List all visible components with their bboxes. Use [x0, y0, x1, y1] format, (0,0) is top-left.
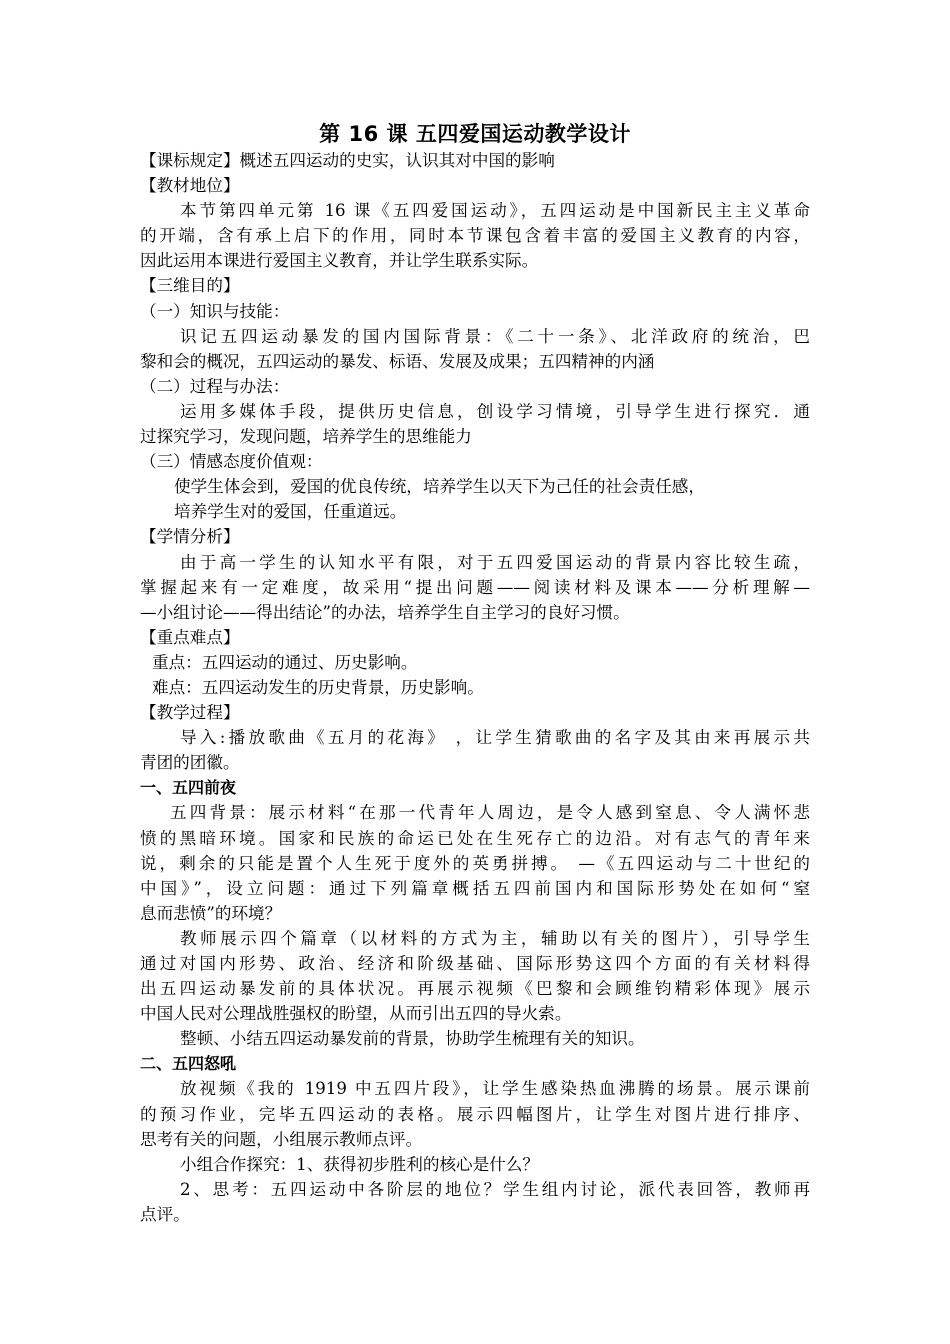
heading-key-difficult-points: 【重点难点】: [140, 627, 240, 647]
paragraph-line: 愤的黑暗环境。国家和民族的命运已处在生死存亡的边沿。对有志气的青年来: [140, 828, 810, 848]
heading-learner-analysis: 【学情分析】: [140, 527, 240, 547]
paragraph-line: 识记五四运动暴发的国内国际背景：《二十一条》、北洋政府的统治，巴: [180, 326, 810, 346]
paragraph-line: 青团的团徽。: [140, 753, 240, 773]
subheading-process-methods: （二）过程与办法：: [140, 376, 290, 396]
paragraph-line: 掌握起来有一定难度，故采用“提出问题——阅读材料及课本——分析理解—: [140, 577, 810, 597]
paragraph-line: 思考有关的问题，小组展示教师点评。: [140, 1129, 423, 1149]
subheading-knowledge-skills: （一）知识与技能：: [140, 301, 290, 321]
paragraph-line: 使学生体会到，爱国的优良传统，培养学生以天下为己任的社会责任感，: [174, 477, 705, 497]
paragraph-line: 说，剩余的只能是置个人生死于度外的英勇拼搏。 —《五四运动与二十世纪的: [140, 853, 810, 873]
paragraph-line: 中国》”，设立问题：通过下列篇章概括五四前国内和国际形势处在如何“窒: [140, 878, 810, 898]
paragraph-line: 整顿、小结五四运动暴发前的背景，协助学生梳理有关的知识。: [180, 1029, 645, 1049]
heading-teaching-process: 【教学过程】: [140, 703, 240, 723]
heading-textbook-position: 【教材地位】: [140, 176, 240, 196]
course-standard-line: 【课标规定】概述五四运动的史实，认识其对中国的影响: [140, 151, 555, 170]
paragraph-line: 过探究学习，发现问题，培养学生的思维能力: [140, 427, 472, 447]
paragraph-line: 放视频《我的 1919 中五四片段》，让学生感染热血沸腾的场景。展示课前: [180, 1079, 810, 1099]
paragraph-line: 五四背景：展示材料“在那一代青年人周边，是令人感到窒息、令人满怀悲: [170, 803, 810, 823]
paragraph-line: 的开端，含有承上启下的作用，同时本节课包含着丰富的爱国主义教育的内容，: [140, 226, 810, 246]
paragraph-line: 息而悲愤”的环境？: [140, 903, 282, 923]
paragraph-line: 出五四运动暴发前的具体状况。再展示视频《巴黎和会顾维钧精彩体现》展示: [140, 979, 810, 999]
key-point-line: 重点：五四运动的通过、历史影响。: [152, 652, 418, 672]
heading-three-dimensional-goals: 【三维目的】: [140, 276, 240, 296]
section-heading-eve-of-may-fourth: 一、五四前夜: [140, 778, 237, 798]
paragraph-line: 导入:播放歌曲《五月的花海》 ，让学生猜歌曲的名字及其由来再展示共: [180, 728, 810, 748]
paragraph-line: 教师展示四个篇章（以材料的方式为主，辅助以有关的图片），引导学生: [180, 928, 810, 948]
paragraph-line: 小组合作探究：1、获得初步胜利的核心是什么？: [180, 1154, 540, 1174]
section-heading-may-fourth-roar: 二、五四怒吼: [140, 1054, 237, 1074]
difficult-point-line: 难点：五四运动发生的历史背景，历史影响。: [152, 677, 484, 697]
paragraph-line: 由于高一学生的认知水平有限，对于五四爱国运动的背景内容比较生疏，: [180, 552, 810, 572]
subheading-emotion-attitude-values: （三）情感态度价值观：: [140, 452, 323, 472]
document-body: [140, 148, 810, 1227]
paragraph-line: 因此运用本课进行爱国主义教育，并让学生联系实际。: [140, 251, 539, 271]
paragraph-line: 本节第四单元第 16 课《五四爱国运动》，五四运动是中国新民主主义革命: [180, 201, 810, 221]
paragraph-line: —小组讨论——得出结论”的办法，培养学生自主学习的良好习惯。: [140, 602, 630, 622]
paragraph-line: 通过对国内形势、政治、经济和阶级基础、国际形势这四个方面的有关材料得: [140, 954, 810, 973]
paragraph-line: 的预习作业，完毕五四运动的表格。展示四幅图片，让学生对图片进行排序、: [140, 1104, 810, 1124]
paragraph-line: 运用多媒体手段，提供历史信息，创设学习情境，引导学生进行探究．通: [180, 401, 810, 421]
paragraph-line: 培养学生对的爱国，任重道远。: [174, 502, 407, 522]
paragraph-line: 点评。: [140, 1204, 190, 1224]
paragraph-line: 黎和会的概况，五四运动的暴发、标语、发展及成果；五四精神的内涵: [140, 351, 655, 371]
document-title: 第 16 课 五四爱国运动教学设计: [319, 122, 631, 146]
paragraph-line: 中国人民对公理战胜强权的盼望，从而引出五四的导火索。: [140, 1004, 572, 1024]
paragraph-line: 2、思考：五四运动中各阶层的地位？学生组内讨论，派代表回答，教师再: [180, 1179, 810, 1199]
